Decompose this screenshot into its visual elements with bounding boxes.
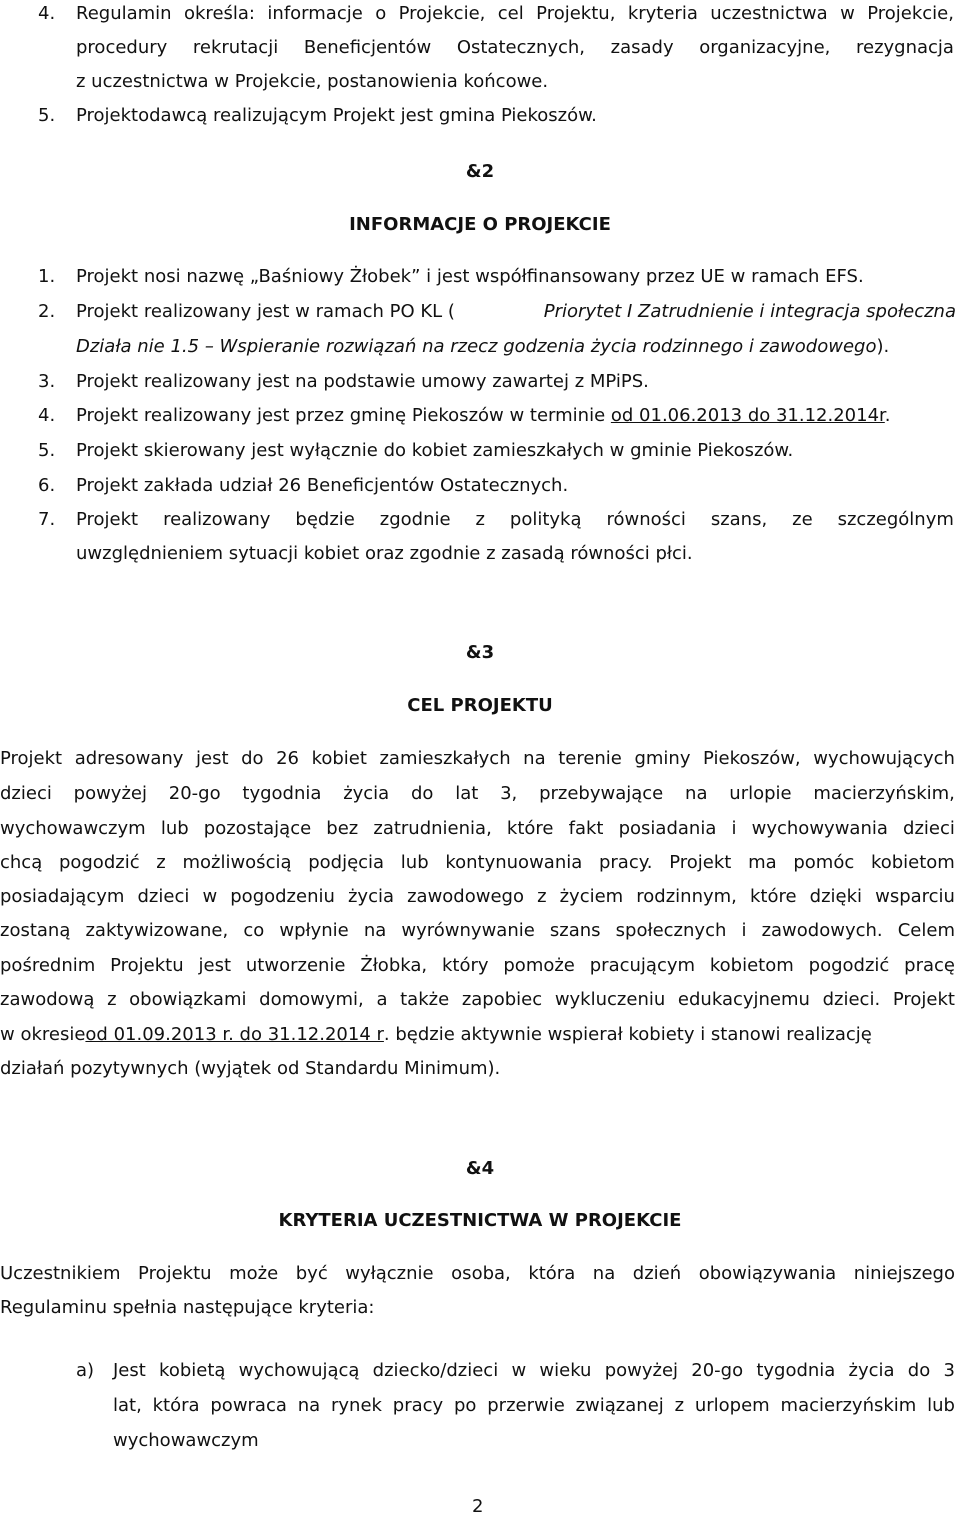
word: dziecko/dzieci [372,1360,499,1381]
word: wychowawczym [0,818,146,839]
word: życia [347,886,395,907]
word: kontynuowania [445,852,583,873]
word: 20-go [168,783,221,804]
word: szans, [710,509,768,530]
paragraph-line [0,920,955,942]
word: bez [326,818,359,839]
word: z [537,886,547,907]
word: zapobiec [461,989,543,1010]
word: określa: [184,3,255,24]
word: domowymi, [259,989,364,1010]
list-item [76,301,956,323]
word: macierzyńskim [780,1395,917,1416]
word: zawodowego [407,886,524,907]
paragraph-line [0,748,955,770]
word: powyżej [73,783,147,804]
section-title: CEL PROJEKTU [407,695,553,716]
word: na [592,1263,616,1284]
paragraph-line: Regulaminu spełnia następujące kryteria: [0,1297,375,1318]
word: Beneficjentów [303,37,432,58]
word: równości [606,509,686,530]
list-item: Projekt nosi nazwę „Baśniowy Żłobek” i jest współfinansowany przez UE w ramach EFS. [76,266,864,287]
paragraph-line [0,818,955,840]
word: pracy. [598,852,653,873]
paragraph-line [0,886,955,908]
word: i [741,920,747,941]
word: co [243,920,265,941]
word: może [229,1263,279,1284]
word: z [674,1395,685,1416]
word: Piekoszów, [703,748,801,769]
word: chcą [0,852,43,873]
list-number: 3. [38,371,56,392]
word: Projektu [138,1263,212,1284]
justified-words: Projekt realizowany jest w ramach PO KL ( [76,301,455,322]
word: pogodzić [808,955,890,976]
list-number: 5. [38,440,56,461]
word: także [400,989,450,1010]
word: będzie [295,509,355,530]
word: do [907,1360,931,1381]
word: szczególnym [837,509,954,530]
word: kobietą [159,1360,226,1381]
word: realizowany [163,509,271,530]
section-title: INFORMACJE O PROJEKCIE [349,214,611,235]
word: z [475,509,485,530]
word: ze [792,509,813,530]
word: zawodową [0,989,95,1010]
word: utworzenie [245,955,346,976]
word: Projektu, [536,3,616,24]
word: 3 [943,1360,955,1381]
word: dzień [632,1263,682,1284]
word: gminy [634,748,691,769]
word: niniejszego [853,1263,955,1284]
paragraph-line [0,783,955,805]
list-item [76,509,954,531]
word: lat, [113,1395,142,1416]
word: fakt [568,818,604,839]
word: być [295,1263,328,1284]
word: kryteria [627,3,698,24]
word: dzieci [137,886,190,907]
word: uczestnictwa [710,3,828,24]
word: kobietom [709,955,794,976]
word: 3, [500,783,518,804]
item-text: Projekt realizowany jest przez gminę Piekoszów w terminie [76,405,611,426]
word: a [376,989,388,1010]
word: dzieci [0,783,52,804]
paragraph-line: z uczestnictwa w Projekcie, postanowienia końcowe. [76,71,549,92]
word: do [411,783,434,804]
word: przebywające [539,783,664,804]
list-number: 4. [38,3,56,24]
measure-name: Działa nie 1.5 – Wspieranie rozwiązań na rzecz godzenia życia rodzinnego i zawodowego [76,336,877,357]
word: Projekt [892,989,955,1010]
word: po [453,1395,477,1416]
word: zostaną [0,920,71,941]
word: Projekcie, [867,3,954,24]
word: lub [927,1395,955,1416]
paragraph-line [0,1024,955,1046]
list-item-cont [113,1395,955,1417]
word: organizacyjne, [699,37,831,58]
word: Uczestnikiem [0,1263,121,1284]
word: do [241,748,264,769]
word: Jest [113,1360,146,1381]
word: kobiet [311,748,367,769]
word: pomóc [793,852,855,873]
word: urlopie [729,783,792,804]
section-mark: &4 [465,1158,495,1179]
word: dzieci [903,818,955,839]
word: rekrutacji [192,37,279,58]
word: wpłynie [279,920,349,941]
word: wyrównywanie [401,920,535,941]
list-item: Projektodawcą realizującym Projekt jest gmina Piekoszów. [76,105,597,126]
word: jest [198,955,232,976]
word: wyłącznie [345,1263,434,1284]
word: które [749,886,797,907]
word: lat [455,783,479,804]
word: zamieszkałych [379,748,511,769]
list-item-cont: uwzględnieniem sytuacji kobiet oraz zgodnie z zasadą równości płci. [76,543,693,564]
word: który [441,955,489,976]
list-number: 1. [38,266,56,287]
word: obowiązkami [129,989,247,1010]
list-number: 4. [38,405,56,426]
word: ma [748,852,777,873]
list-number: 6. [38,475,56,496]
word: pogodzić [58,852,140,873]
word: która [152,1395,200,1416]
word: polityką [509,509,582,530]
word: tygodnia [242,783,322,804]
word: powyżej [604,1360,679,1381]
word: pracy [392,1395,444,1416]
word: w [840,3,855,24]
paragraph-line [0,852,955,874]
word: posiadania [618,818,717,839]
word: rynek [330,1395,382,1416]
text: w okresie [0,1024,86,1045]
paragraph-line [0,955,955,977]
word: Projekt [76,509,139,530]
word: procedury [76,37,168,58]
paragraph-line [76,37,954,59]
list-number: 5. [38,105,56,126]
word: wychowywania [751,818,888,839]
word: informacje [267,3,363,24]
word: lub [400,852,429,873]
list-number: 7. [38,509,56,530]
word: podjęcia [308,852,385,873]
word: w [511,1360,527,1381]
priority-name: Priorytet I Zatrudnienie i integracja społeczna [543,301,956,322]
word: na [523,748,546,769]
word: wykluczeniu [554,989,666,1010]
word: Celem [897,920,955,941]
word: życiem [559,886,624,907]
word: wychowującą [238,1360,360,1381]
list-item [113,1360,955,1382]
word: na [363,920,387,941]
list-number: 2. [38,301,56,322]
word: Żłobka, [360,955,428,976]
word: pracę [904,955,955,976]
closing-paren: ). [876,336,890,357]
word: pomoże [503,955,575,976]
word: powraca [210,1395,287,1416]
word: rodzinnym, [636,886,737,907]
list-item: Projekt realizowany jest na podstawie umowy zawartej z MPiPS. [76,371,649,392]
word: adresowany [74,748,184,769]
word: społecznych [615,920,727,941]
paragraph-line [0,989,955,1011]
word: macierzyńskim, [813,783,955,804]
section-mark: &3 [465,642,495,663]
word: przerwie [487,1395,565,1416]
word: z [107,989,117,1010]
word: Projektu [110,955,184,976]
word: kobietom [870,852,955,873]
word: zatrudnienia, [373,818,492,839]
word: urlopem [694,1395,770,1416]
date-range: od 01.06.2013 do 31.12.2014r [610,405,885,426]
word: wieku [539,1360,592,1381]
word: zgodnie [379,509,451,530]
word: dzieci. [822,989,881,1010]
word: Regulamin [76,3,172,24]
word: terenie [558,748,622,769]
paragraph-line [76,3,954,25]
word: które [506,818,554,839]
word: 20-go [691,1360,744,1381]
word: wsparciu [875,886,955,907]
list-item: Projekt skierowany jest wyłącznie do kobiet zamieszkałych w gminie Piekoszów. [76,440,794,461]
word: szans [549,920,601,941]
paragraph-line [0,1263,955,1285]
word: na [685,783,708,804]
period: . [884,405,891,426]
list-item-cont: wychowawczym [113,1430,259,1451]
word: możliwością [182,852,292,873]
word: dzięki [809,886,863,907]
word: rezygnacja [855,37,954,58]
word: i [731,818,737,839]
word: zawodowych. [761,920,883,941]
word: tygodnia [756,1360,836,1381]
word: o [375,3,387,24]
word: życia [848,1360,895,1381]
word: Projekt [0,748,63,769]
list-item-cont [76,336,889,358]
word: pogodzeniu [230,886,335,907]
page-number: 2 [472,1496,484,1517]
text: . będzie aktywnie wspierał kobiety i stanowi realizację [383,1024,872,1045]
list-label: a) [76,1360,95,1381]
word: Ostatecznych, [456,37,586,58]
word: zaktywizowane, [85,920,229,941]
section-title: KRYTERIA UCZESTNICTWA W PROJEKCIE [278,1210,682,1231]
list-item [76,405,891,427]
word: posiadającym [0,886,125,907]
word: obowiązywania [698,1263,837,1284]
word: pracującym [589,955,696,976]
word: lub [160,818,189,839]
word: zasady [610,37,674,58]
paragraph-line: działań pozytywnych (wyjątek od Standardu Minimum). [0,1058,501,1079]
word: jest [196,748,229,769]
word: edukacyjnemu [677,989,810,1010]
word: z [156,852,166,873]
word: wychowujących [813,748,955,769]
date-range: od 01.09.2013 r. do 31.12.2014 r [85,1024,384,1045]
list-item: Projekt zakłada udział 26 Beneficjentów Ostatecznych. [76,475,569,496]
word: pośrednim [0,955,96,976]
word: Projekcie, [398,3,486,24]
word: życia [343,783,390,804]
word: cel [497,3,524,24]
word: związanej [575,1395,664,1416]
word: 26 [276,748,299,769]
word: na [297,1395,321,1416]
word: osoba, [451,1263,511,1284]
word: w [202,886,218,907]
word: Projekt [669,852,732,873]
section-mark: &2 [465,161,495,182]
word: która [528,1263,576,1284]
word: pozostające [203,818,312,839]
